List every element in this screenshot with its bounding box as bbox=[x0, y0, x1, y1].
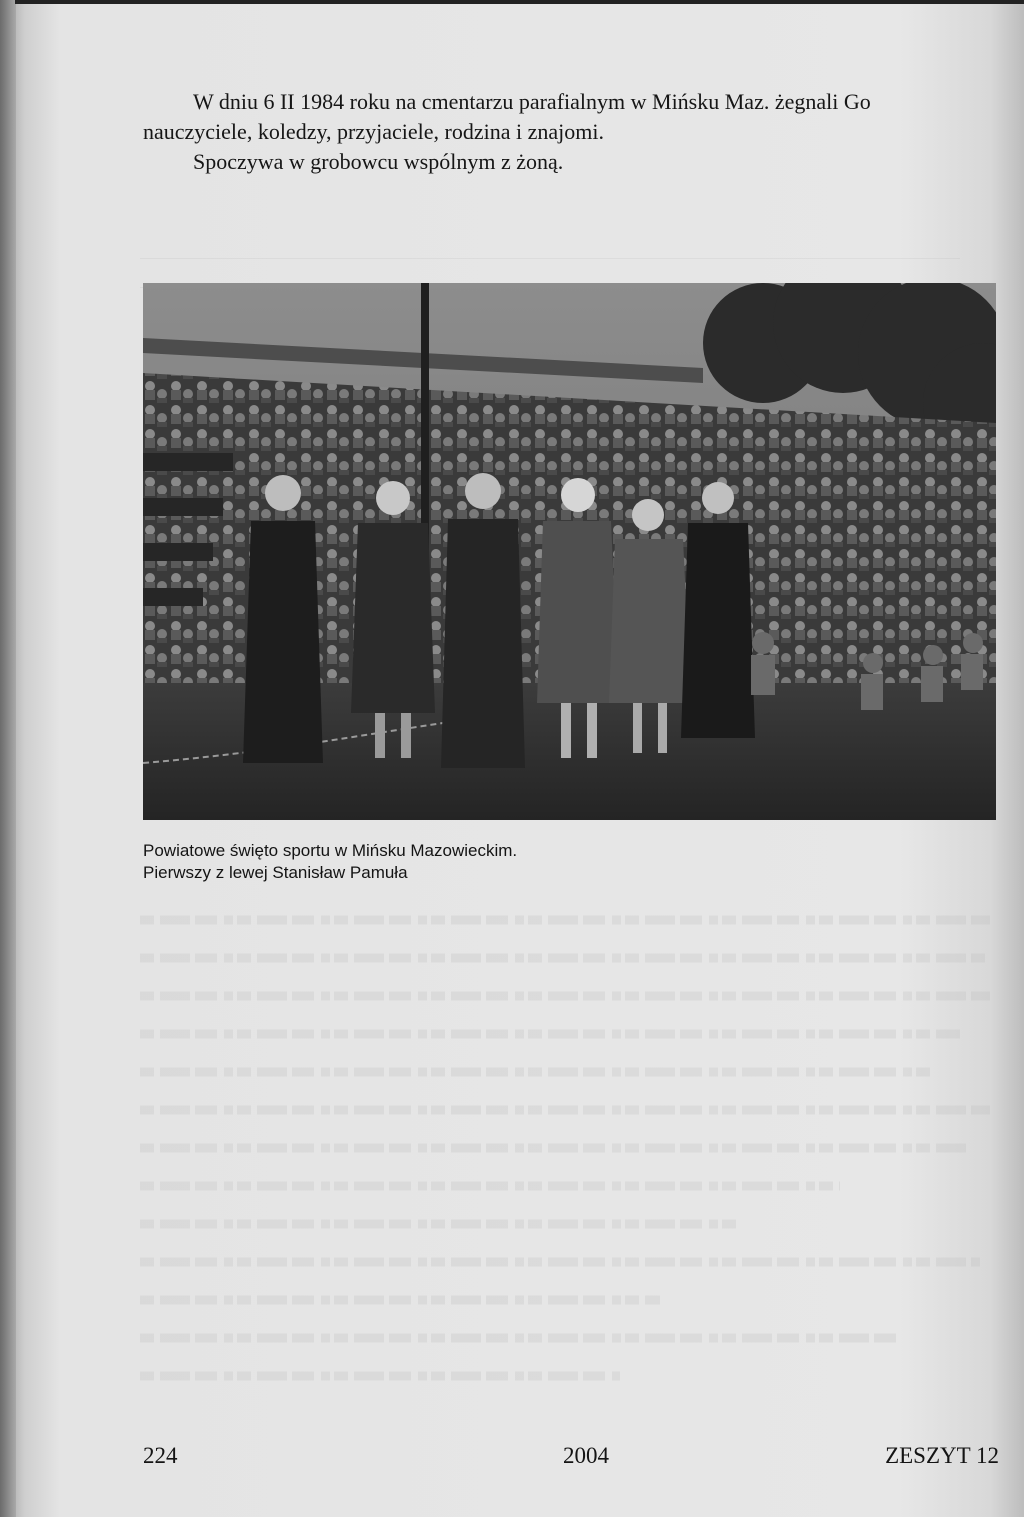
page-number: 224 bbox=[143, 1443, 178, 1468]
obituary-paragraph bbox=[143, 87, 999, 177]
photo-illustration bbox=[143, 283, 996, 820]
footer-issue: ZESZYT 12 bbox=[885, 1443, 999, 1468]
page-footer bbox=[143, 1443, 999, 1475]
paragraph-line-1: W dniu 6 II 1984 roku na cmentarzu parafialnym w Mińsku Maz. żegnali Go bbox=[193, 89, 871, 114]
paragraph-line-3: Spoczywa w grobowcu wspólnym z żoną. bbox=[193, 149, 564, 174]
bleed-through-lines bbox=[140, 900, 1000, 1400]
historical-photograph bbox=[143, 283, 996, 820]
paragraph-line-2: nauczyciele, koledzy, przyjaciele, rodzina i znajomi. bbox=[143, 119, 604, 144]
caption-line-2: Pierwszy z lewej Stanisław Pamuła bbox=[143, 863, 408, 882]
caption-line-1: Powiatowe święto sportu w Mińsku Mazowieckim. bbox=[143, 841, 518, 860]
book-spine-shadow bbox=[0, 0, 16, 1517]
top-edge-line bbox=[15, 0, 1024, 4]
footer-year: 2004 bbox=[563, 1443, 609, 1468]
bleed-through-area-bottom bbox=[140, 900, 1000, 1400]
photo-caption bbox=[143, 840, 703, 884]
